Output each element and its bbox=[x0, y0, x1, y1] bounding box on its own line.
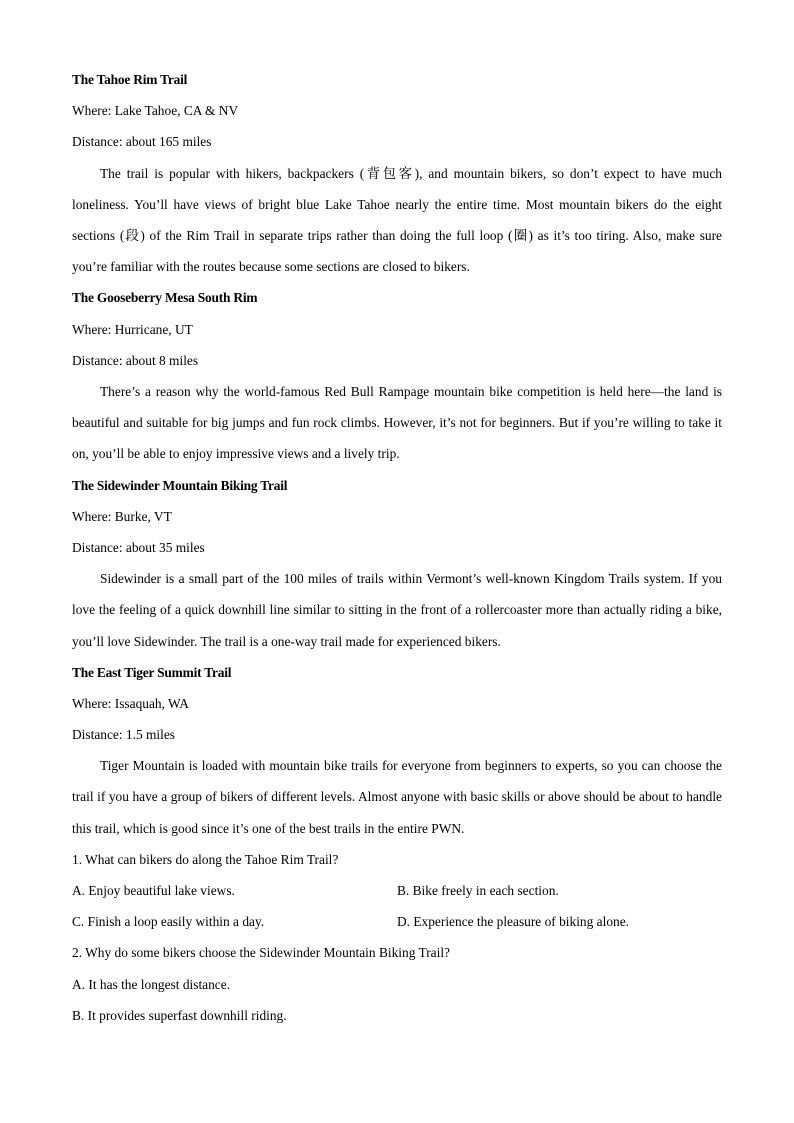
trail-section-tahoe bbox=[72, 64, 722, 282]
trail-description: The trail is popular with hikers, backpackers (背包客), and mountain bikers, so don’t expect to have much loneliness. You’ll have views of bright blue Lake Tahoe nearly the entire time. Most mountain bikers do the eight sections (段) of the Rim Trail in separate trips rather than doing the full loop (圈) as it’s too tiring. Also, make sure you’re familiar with the routes because some sections are closed to bikers. bbox=[72, 165, 722, 275]
option-c: C. Finish a loop easily within a day. bbox=[72, 914, 265, 930]
trail-location: Where: Hurricane, UT bbox=[72, 321, 193, 337]
trail-distance: Distance: 1.5 miles bbox=[72, 727, 176, 743]
question-stem: 2. Why do some bikers choose the Sidewinder Mountain Biking Trail? bbox=[72, 945, 451, 961]
trail-location: Where: Lake Tahoe, CA & NV bbox=[72, 103, 239, 119]
trail-title: The Gooseberry Mesa South Rim bbox=[72, 290, 258, 306]
trail-description: There’s a reason why the world-famous Red Bull Rampage mountain bike competition is held here—the land is beautiful and suitable for big jumps and fun rock climbs. However, it’s not for beginners. But if you’re willing to take it on, you’ll be able to enjoy impressive views and a lively trip. bbox=[72, 383, 722, 462]
options-row bbox=[72, 875, 722, 906]
trail-distance: Distance: about 165 miles bbox=[72, 134, 212, 150]
question-1 bbox=[72, 844, 722, 938]
trail-location: Where: Burke, VT bbox=[72, 508, 172, 524]
option-b: B. It provides superfast downhill riding. bbox=[72, 1007, 287, 1023]
options-row bbox=[72, 906, 722, 937]
trail-section-sidewinder bbox=[72, 470, 722, 657]
option-d: D. Experience the pleasure of biking alone. bbox=[397, 914, 630, 930]
option-a: A. It has the longest distance. bbox=[72, 976, 231, 992]
trail-section-east-tiger bbox=[72, 657, 722, 844]
trail-description: Sidewinder is a small part of the 100 miles of trails within Vermont’s well-known Kingdom Trails system. If you love the feeling of a quick downhill line similar to sitting in the front of a rollercoaster more than actually riding a bike, you’ll love Sidewinder. The trail is a one-way trail made for experienced bikers. bbox=[72, 571, 722, 649]
trail-description: Tiger Mountain is loaded with mountain bike trails for everyone from beginners to experts, so you can choose the trail if you have a group of bikers of different levels. Almost anyone with basic skills or above should be about to handle this trail, which is good since it’s one of the best trails in the entire PWN. bbox=[72, 758, 722, 836]
document-page bbox=[72, 64, 722, 1031]
trail-section-gooseberry bbox=[72, 282, 722, 469]
question-stem: 1. What can bikers do along the Tahoe Rim Trail? bbox=[72, 851, 339, 867]
option-a: A. Enjoy beautiful lake views. bbox=[72, 883, 235, 899]
trail-distance: Distance: about 35 miles bbox=[72, 539, 205, 555]
question-2 bbox=[72, 937, 722, 1031]
trail-location: Where: Issaquah, WA bbox=[72, 695, 189, 711]
trail-title: The East Tiger Summit Trail bbox=[72, 664, 232, 680]
option-b: B. Bike freely in each section. bbox=[397, 883, 559, 899]
trail-title: The Sidewinder Mountain Biking Trail bbox=[72, 477, 288, 493]
trail-distance: Distance: about 8 miles bbox=[72, 352, 199, 368]
trail-title: The Tahoe Rim Trail bbox=[72, 72, 188, 87]
